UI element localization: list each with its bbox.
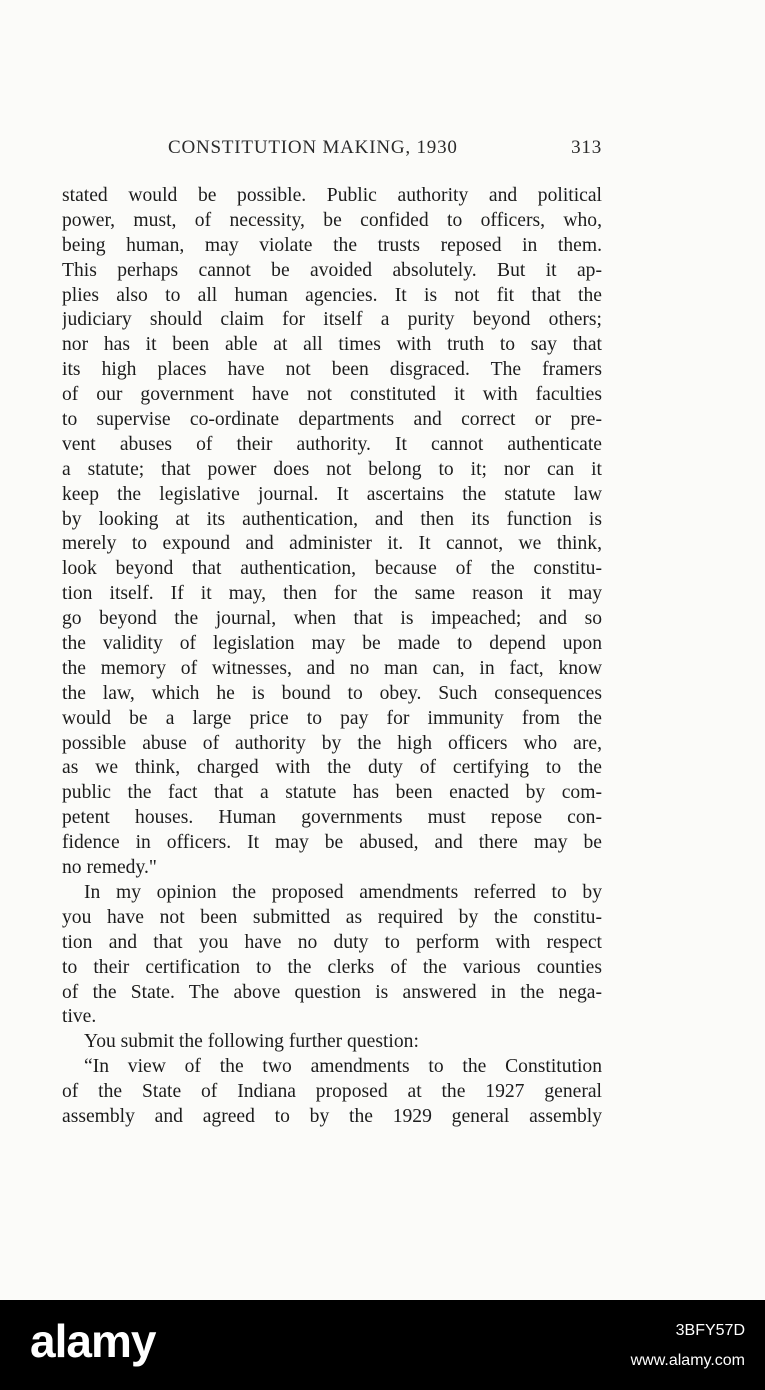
text-line: “In view of the two amendments to the Constitution (84, 1056, 602, 1078)
text-line: of the State. The above question is answered in the nega- (62, 981, 602, 1003)
text-line: of our government have not constituted it with faculties (62, 384, 602, 406)
body-text (62, 184, 602, 1130)
alamy-logo: alamy (30, 1315, 156, 1367)
text-line: a statute; that power does not belong to it; nor can it (62, 458, 602, 480)
page-number: 313 (571, 137, 602, 158)
text-line: power, must, of necessity, be confided to officers, who, (62, 209, 602, 231)
text-line: no remedy." (62, 857, 157, 879)
text-line: keep the legislative journal. It ascertains the statute law (62, 483, 602, 505)
text-line: You submit the following further question: (84, 1031, 419, 1053)
text-line: tion itself. If it may, then for the same reason it may (62, 583, 602, 605)
text-line: look beyond that authentication, because of the constitu- (62, 558, 602, 580)
footer-url: www.alamy.com (630, 1352, 745, 1369)
text-line: the validity of legislation may be made to depend upon (62, 633, 602, 655)
image-id: 3BFY57D (675, 1322, 745, 1339)
text-line: possible abuse of authority by the high officers who are, (62, 732, 602, 754)
running-title: CONSTITUTION MAKING, 1930 (168, 137, 458, 158)
text-line: to their certification to the clerks of the various counties (62, 956, 602, 978)
text-line: tion and that you have no duty to perform with respect (62, 931, 602, 953)
text-line: the memory of witnesses, and no man can, in fact, know (62, 657, 602, 679)
text-line: by looking at its authentication, and then its function is (62, 508, 602, 530)
text-line: to supervise co-ordinate departments and correct or pre- (62, 409, 602, 431)
text-line: you have not been submitted as required by the constitu- (62, 906, 602, 928)
text-line: In my opinion the proposed amendments referred to by (84, 881, 602, 903)
text-line: stated would be possible. Public authority and political (62, 185, 602, 206)
watermark-footer (0, 1300, 765, 1390)
text-line: judiciary should claim for itself a purity beyond others; (62, 309, 602, 331)
text-line: plies also to all human agencies. It is not fit that the (62, 284, 602, 306)
text-line: tive. (62, 1006, 97, 1028)
text-line: merely to expound and administer it. It cannot, we think, (62, 533, 602, 555)
text-line: being human, may violate the trusts reposed in them. (62, 234, 602, 256)
text-line: of the State of Indiana proposed at the 1927 general (62, 1081, 602, 1103)
text-line: as we think, charged with the duty of certifying to the (62, 757, 602, 779)
text-line: assembly and agreed to by the 1929 general assembly (62, 1105, 602, 1127)
running-head (62, 137, 602, 163)
text-line: its high places have not been disgraced. The framers (62, 359, 602, 381)
text-line: the law, which he is bound to obey. Such consequences (62, 682, 602, 704)
text-line: This perhaps cannot be avoided absolutely. But it ap- (62, 259, 602, 281)
text-line: public the fact that a statute has been enacted by com- (62, 782, 602, 804)
text-line: petent houses. Human governments must repose con- (62, 807, 602, 829)
text-line: vent abuses of their authority. It cannot authenticate (62, 433, 602, 455)
text-line: nor has it been able at all times with truth to say that (62, 334, 602, 356)
text-line: would be a large price to pay for immunity from the (62, 707, 602, 729)
text-line: go beyond the journal, when that is impeached; and so (62, 608, 602, 630)
text-line: fidence in officers. It may be abused, and there may be (62, 832, 602, 854)
